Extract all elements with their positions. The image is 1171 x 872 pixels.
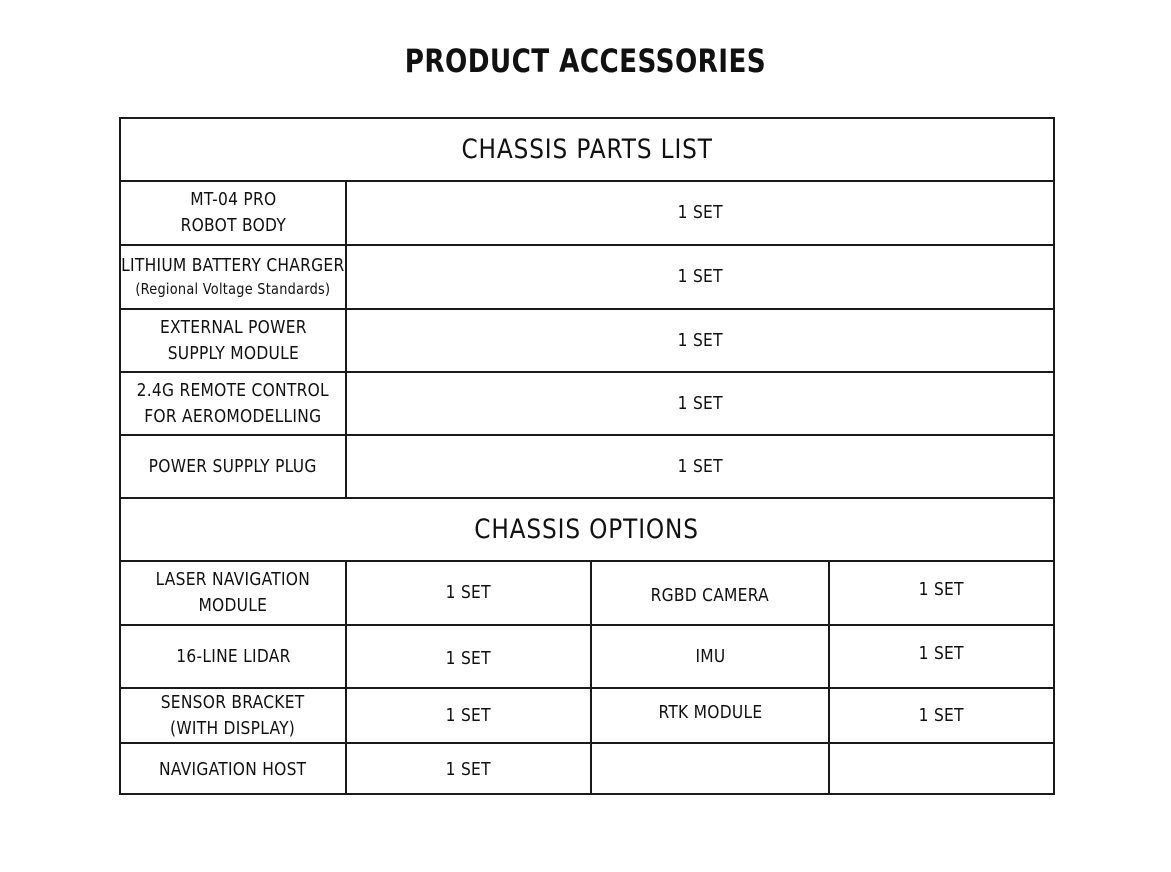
option-name: IMU xyxy=(694,645,726,667)
parts-heading-text: CHASSIS PARTS LIST xyxy=(461,134,713,165)
parts-row-1-name xyxy=(121,182,345,244)
options-row-1-right-qty xyxy=(830,562,1053,624)
part-name-line-2: FOR AEROMODELLING xyxy=(144,406,322,427)
parts-row-4-qty xyxy=(347,373,1053,435)
options-row-4-right-qty xyxy=(830,744,1053,795)
option-name-line-1: SENSOR BRACKET xyxy=(161,691,305,713)
options-row-3-left-name xyxy=(121,689,345,742)
parts-row-2-qty xyxy=(347,246,1053,308)
options-row-4-left-qty xyxy=(347,744,590,795)
option-name-line-1: LASER NAVIGATION xyxy=(155,569,311,590)
option-quantity: 1 SET xyxy=(918,704,965,726)
options-row-1-left-name xyxy=(121,562,345,624)
parts-row-2-name xyxy=(121,246,345,308)
part-quantity: 1 SET xyxy=(677,202,723,223)
option-name-line-1: NAVIGATION HOST xyxy=(159,758,307,780)
options-row-2-right-qty xyxy=(830,626,1053,687)
column-divider xyxy=(345,181,347,498)
column-divider xyxy=(828,561,830,795)
column-divider xyxy=(345,561,347,795)
parts-row-3-name xyxy=(121,310,345,372)
option-name: RTK MODULE xyxy=(658,701,762,723)
parts-row-3-qty xyxy=(347,310,1053,372)
part-quantity: 1 SET xyxy=(677,266,723,287)
option-name-line-2: (WITH DISPLAY) xyxy=(170,717,296,739)
option-quantity: 1 SET xyxy=(445,647,492,669)
options-row-3-left-qty xyxy=(347,689,590,742)
options-heading-text: CHASSIS OPTIONS xyxy=(474,513,700,545)
parts-row-1-qty xyxy=(347,182,1053,244)
part-name-note: (Regional Voltage Standards) xyxy=(135,280,331,298)
option-name-line-1: 16-LINE LIDAR xyxy=(175,645,291,667)
option-name: RGBD CAMERA xyxy=(650,585,770,606)
options-row-2-left-qty xyxy=(347,626,590,687)
options-row-2-right-name xyxy=(592,626,828,687)
option-quantity: 1 SET xyxy=(445,582,492,603)
options-row-3-right-qty xyxy=(830,689,1053,742)
page-title: PRODUCT ACCESSORIES xyxy=(404,42,767,80)
part-name-line-1: 2.4G REMOTE CONTROL xyxy=(136,380,330,401)
part-name-line-1: EXTERNAL POWER xyxy=(159,317,307,338)
options-row-4-left-name xyxy=(121,744,345,795)
parts-row-4-name xyxy=(121,373,345,435)
part-quantity: 1 SET xyxy=(677,330,723,351)
part-quantity: 1 SET xyxy=(677,393,723,414)
option-quantity: 1 SET xyxy=(445,758,492,780)
option-quantity: 1 SET xyxy=(445,704,492,726)
parts-row-5-qty xyxy=(347,436,1053,498)
options-row-4-right-name xyxy=(592,744,828,795)
options-row-2-left-name xyxy=(121,626,345,687)
option-quantity: 1 SET xyxy=(918,579,965,600)
option-name-line-2: MODULE xyxy=(198,595,268,616)
part-name-line-1: LITHIUM BATTERY CHARGER xyxy=(121,255,345,276)
part-name-line-2: SUPPLY MODULE xyxy=(167,343,299,364)
column-divider xyxy=(590,561,592,795)
options-row-1-right-name xyxy=(592,562,828,624)
parts-row-5-name xyxy=(121,436,345,498)
options-row-3-right-name xyxy=(592,689,828,742)
accessories-table xyxy=(119,117,1055,795)
part-name-line-2: ROBOT BODY xyxy=(180,215,286,236)
part-name-line-1: MT-04 PRO xyxy=(189,189,277,210)
part-quantity: 1 SET xyxy=(677,456,723,477)
options-section-heading xyxy=(121,499,1053,560)
parts-section-heading xyxy=(121,119,1053,181)
part-name-line-1: POWER SUPPLY PLUG xyxy=(149,456,317,477)
options-row-1-left-qty xyxy=(347,562,590,624)
option-quantity: 1 SET xyxy=(918,642,965,664)
